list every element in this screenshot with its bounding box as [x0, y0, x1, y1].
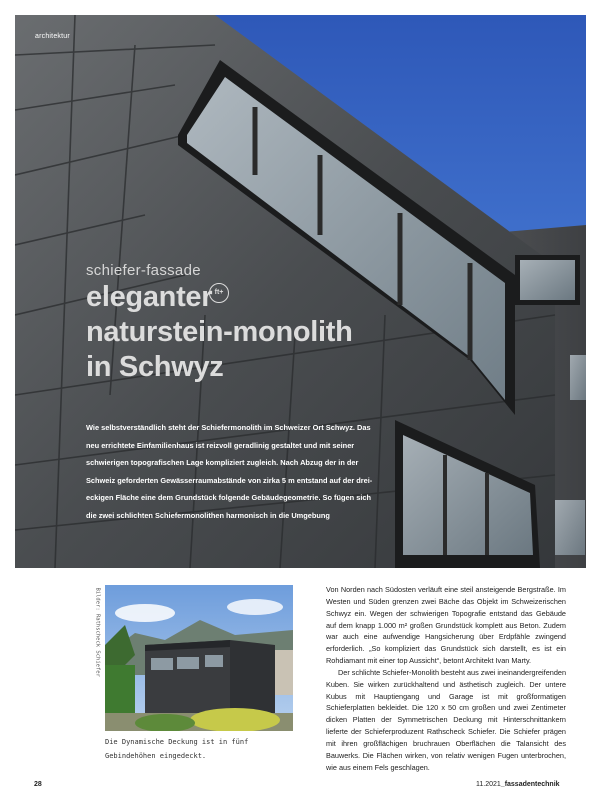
- footer-issue: 11.2021: [476, 781, 501, 788]
- article-title-line-1: eleganter: [86, 281, 213, 313]
- caption-line: Die Dynamische Deckung ist in fünf: [105, 738, 249, 746]
- house-photo-illustration: [105, 585, 293, 731]
- lead-line: neu errichtete Einfamilienhaus ist reizvoll geradlinig gestaltet und mit seiner: [86, 440, 355, 450]
- lead-line: eckigen Fläche eine dem Grundstück folgende Gebäudegeometrie. So fügen sich: [86, 493, 372, 502]
- article-title-line-3: in Schwyz: [86, 351, 224, 383]
- article-kicker: schiefer-fassade: [86, 262, 201, 279]
- photo-caption: [105, 735, 295, 763]
- caption-line: Gebindehöhen eingedeckt.: [105, 752, 207, 760]
- article-title-line-2: naturstein-monolith: [86, 316, 353, 348]
- section-label: architektur: [35, 33, 70, 40]
- footer-publication: [476, 781, 560, 788]
- lead-line: Schweiz geforderten Gewässerraumabstände von zirka 5 m entstand auf der drei-: [86, 475, 373, 485]
- photo-credit: [92, 587, 102, 710]
- article-lead: [86, 419, 386, 524]
- body-paragraph: Von Norden nach Südosten verläuft eine steil ansteigende Bergstraße. Im Westen und Süden grenzen zwei Bäche das Objekt im Schweizerischen Schwyz ein. Wegen der schwierigen Topografie entstand das Gebäude auf dem knapp 1.000 m² großen Grundstück komplett aus Beton. Zudem war auch eine aufwendige Hangsicherung über Erdpfähle zwingend erforderlich. „So kompliziert das Grundstück sich darstellt, es ist ein Rohdiamant mit einer top Aussicht“, betont Architekt Ivan Marty.: [326, 585, 566, 666]
- footer-magazine: _fassadentechnik: [500, 781, 560, 788]
- lead-line: Wie selbstverständlich steht der Schiefermonolith im Schweizer Ort Schwyz. Das: [86, 423, 371, 432]
- magazine-logo-mark: ft+: [209, 283, 229, 303]
- body-paragraph: Der schlichte Schiefer-Monolith besteht aus zwei ineinandergreifenden Kuben. Sie wirken zurückhaltend und ästhetisch zugleich. Der untere Kubus mit Hauptiengang und Garage ist mit großformatigen Schieferplatten bekleidet. Die 120 x 50 cm großen und zwei Zentimeter dicken Platten der Symmetrischen Deckung mit Hinterschnittankern lieferte der Schieferproduzent Rathscheck Schiefer. Die Schiefer prägen mit ihren großflächigen bruchrauen Oberflächen die Talansicht des Bauwerks. Die Flächen wirken, von relativ wenigen Fugen unterbrochen, wie aus einem Fels geschlagen.: [326, 667, 566, 772]
- lead-line: die zwei schlichten Schiefermonolithen harmonisch in die Umgebung: [86, 510, 330, 520]
- page-number: 28: [34, 781, 42, 788]
- article-body: [326, 584, 566, 774]
- house-photo: [105, 585, 293, 731]
- lead-line: schwierigen topografischen Lage kompliziert zugleich. Nach Abzug der in der: [86, 458, 359, 467]
- photo-credit-text: Bilder: Rathscheck Schiefer: [94, 587, 101, 677]
